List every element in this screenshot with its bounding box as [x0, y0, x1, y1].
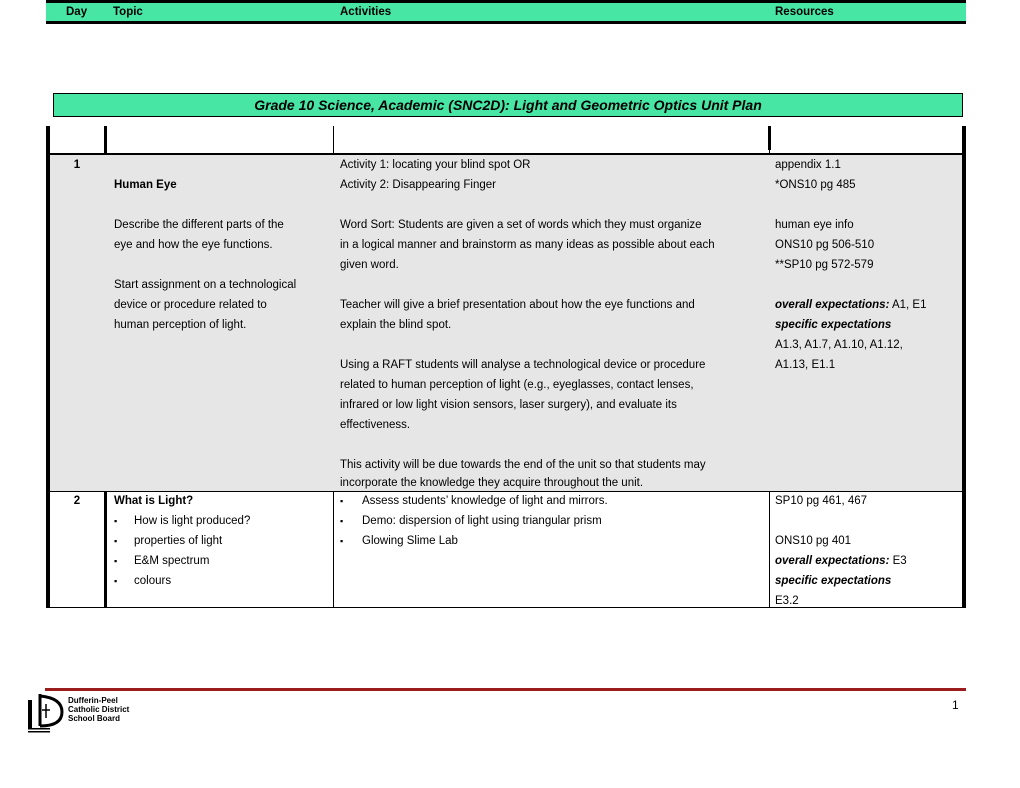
bullet-icon: ▪: [114, 576, 118, 586]
bullet-icon: ▪: [114, 516, 118, 526]
resources-cell: SP10 pg 461, 467 ONS10 pg 401 overall expectations: E3 specific expectations E3.2: [775, 495, 907, 607]
topic-cell: Human Eye Describe the different parts of the eye and how the eye functions. Start assignment on a technological device or procedure related to human perception of light.: [114, 179, 297, 331]
page-number: 1: [952, 698, 959, 712]
table-row: [50, 491, 962, 608]
topic-cell: What is Light? ▪ How is light produced? ▪ properties of light ▪ E&M spectrum ▪ colours: [114, 491, 334, 608]
board-emblem-icon: [26, 690, 66, 736]
header-day: Day: [66, 6, 88, 18]
footer-rule: [45, 688, 966, 691]
table-header: [46, 0, 966, 24]
col-divider: [768, 126, 771, 150]
bullet-icon: ▪: [340, 516, 344, 526]
header-activities: Activities: [340, 6, 392, 18]
bullet-icon: ▪: [114, 556, 118, 566]
page-title: Grade 10 Science, Academic (SNC2D): Light and Geometric Optics Unit Plan: [53, 93, 963, 117]
header-resources: Resources: [775, 6, 834, 18]
table-row: [50, 155, 962, 491]
activities-cell: Activity 1: locating your blind spot OR Activity 2: Disappearing Finger Word Sort: Students are given a set of words which they must organize in a logical manner and brainstorm as many ideas as possible about each given word. Teacher will give a brief presentation about how the eye functions and explain the blind spot. Using a RAFT students will analyse a technological device or procedure related to human perception of light (e.g., eyeglasses, contact lenses, infrared or low light vision sensors, laser surgery), and evaluate its effectiveness. This activity will be due towards the end of the unit so that students may incorporate the knowledge they acquire throughout the unit.: [340, 159, 715, 489]
header-topic: Topic: [113, 6, 143, 18]
logo-text: Dufferin-Peel Catholic District School Board: [68, 696, 130, 723]
day-cell: 2: [73, 495, 81, 507]
day-cell: 1: [73, 159, 81, 171]
activities-cell: ▪ Assess students’ knowledge of light and mirrors. ▪ Demo: dispersion of light using triangular prism ▪ Glowing Slime Lab: [340, 491, 768, 608]
school-board-logo: [26, 690, 146, 734]
bullet-icon: ▪: [340, 496, 344, 506]
bullet-icon: ▪: [340, 536, 344, 546]
resources-cell: appendix 1.1 *ONS10 pg 485 human eye info ONS10 pg 506-510 **SP10 pg 572-579 overall expectations: A1, E1 specific expectations A1.3, A1.7, A1.10, A1.12, A1.13, E1.1: [775, 159, 927, 371]
bullet-icon: ▪: [114, 536, 118, 546]
